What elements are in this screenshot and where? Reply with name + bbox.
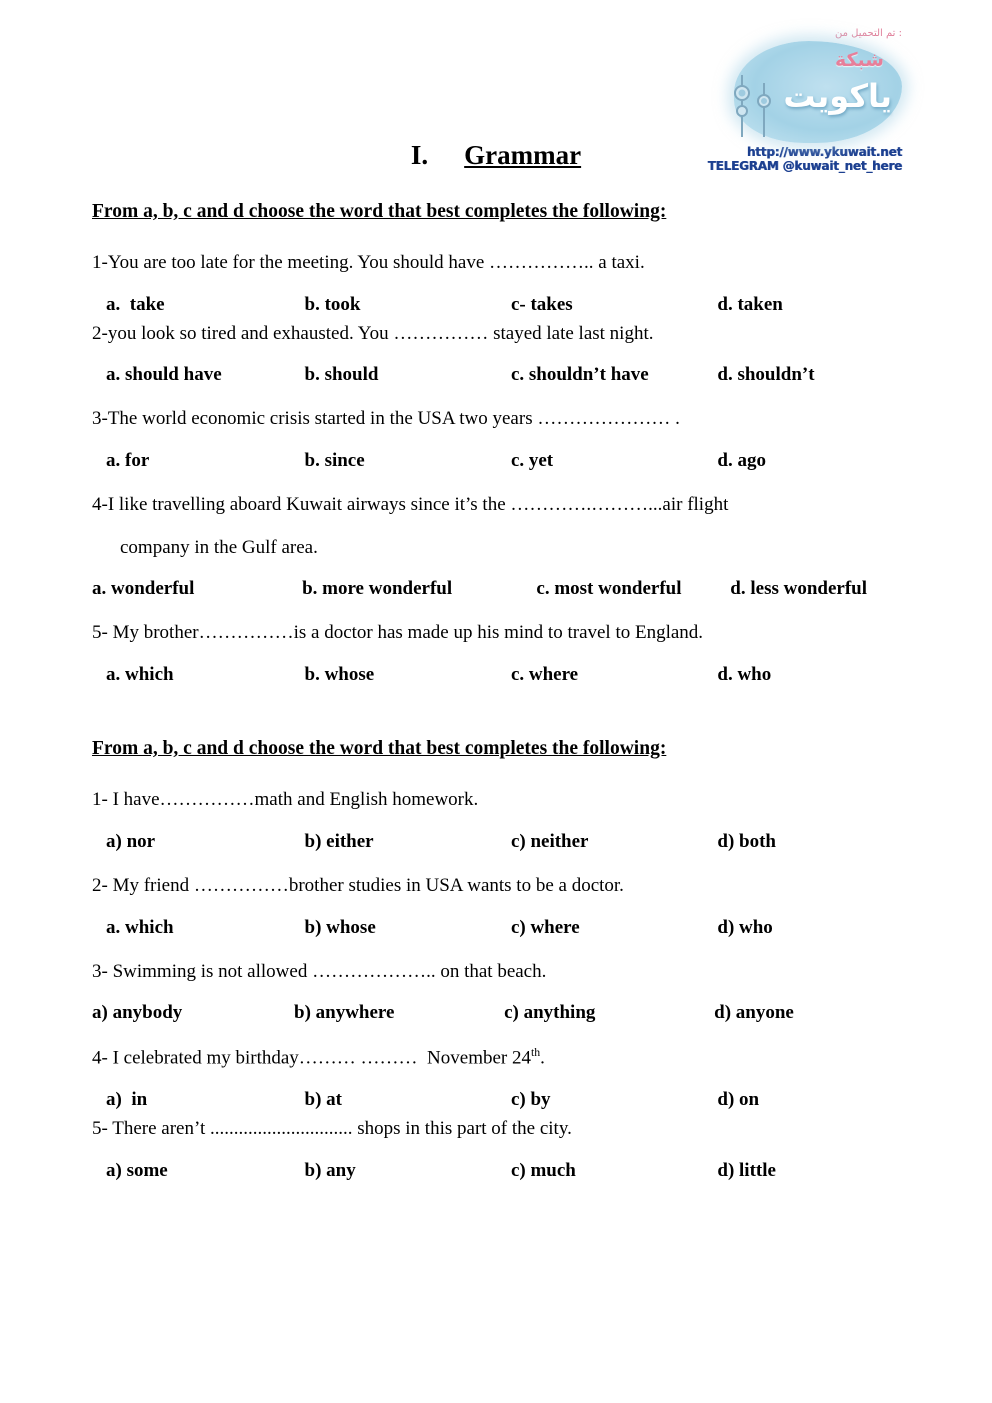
question-s2-q2 — [92, 874, 900, 939]
option-c: c) much — [510, 1159, 576, 1181]
option-c: c) by — [510, 1089, 551, 1111]
kuwait-towers-icon — [728, 67, 780, 141]
question-text: 5- There aren’t .............................. shops in this part of the city. — [92, 1118, 572, 1140]
option-c: c- takes — [510, 293, 573, 315]
option-b: b) any — [304, 1159, 356, 1181]
option-d: d. taken — [717, 293, 783, 315]
question-s1-q4 — [92, 493, 900, 600]
option-b: b. more wonderful — [302, 578, 453, 600]
question-s1-q1 — [92, 251, 900, 316]
option-a: a. take — [106, 293, 165, 315]
option-d: d) who — [717, 916, 773, 938]
option-a: a) some — [106, 1159, 168, 1181]
question-s2-q4 — [92, 1045, 900, 1111]
options-row — [92, 364, 900, 386]
logo-arabic-main-text: ياكويت — [783, 77, 892, 115]
option-d: d) both — [717, 830, 776, 852]
question-s2-q5 — [92, 1117, 900, 1182]
options-row — [92, 294, 900, 316]
option-d: d. ago — [717, 450, 766, 472]
ordinal-suffix: th — [531, 1046, 541, 1060]
option-c: c. where — [510, 664, 579, 686]
question-text: 3-The world economic crisis started in the USA two years ………………… . — [92, 408, 680, 430]
option-c: c. shouldn’t have — [510, 364, 649, 386]
option-b: b) anywhere — [294, 1002, 395, 1024]
options-row — [92, 578, 900, 600]
title-word: Grammar — [464, 140, 582, 170]
question-text: 2- My friend ……………brother studies in USA wants to be a doctor. — [92, 874, 624, 896]
option-c: c. most wonderful — [536, 578, 682, 600]
option-d: d) little — [717, 1159, 776, 1181]
question-s2-q1 — [92, 788, 900, 853]
grammar-section-2 — [92, 738, 900, 1182]
option-a: a. which — [106, 664, 174, 686]
grammar-section-1 — [92, 201, 900, 686]
question-text-before-sup: 4- I celebrated my birthday……… ……… November 24 — [92, 1047, 531, 1069]
option-d: d. who — [717, 664, 772, 686]
option-a: a. which — [106, 916, 174, 938]
question-text-continued: company in the Gulf area. — [120, 536, 318, 558]
downloaded-from-note: تم التحميل من : — [835, 28, 902, 39]
question-text: 3- Swimming is not allowed ……………….. on that beach. — [92, 960, 547, 982]
option-a: a) nor — [106, 830, 156, 852]
option-a: a. for — [106, 450, 150, 472]
logo-arabic-top-text: شبكة — [834, 49, 884, 71]
option-d: d) anyone — [714, 1002, 794, 1024]
option-b: b. whose — [304, 664, 375, 686]
question-s1-q2 — [92, 322, 900, 387]
option-c: c) anything — [504, 1002, 596, 1024]
question-text — [92, 1045, 900, 1071]
question-text: 5- My brother……………is a doctor has made up his mind to travel to England. — [92, 622, 704, 644]
options-row — [92, 1002, 900, 1024]
option-d: d. less wonderful — [730, 578, 868, 600]
question-s1-q3 — [92, 407, 900, 472]
section-1-heading: From a, b, c and d choose the word that best completes the following: — [92, 201, 667, 222]
question-s2-q3 — [92, 960, 900, 1025]
question-text: 2-you look so tired and exhausted. You …………… stayed late last night. — [92, 322, 654, 344]
option-a: a) anybody — [92, 1002, 183, 1024]
option-a: a. wonderful — [92, 578, 195, 600]
options-row — [92, 831, 900, 853]
option-d: d. shouldn’t — [717, 364, 815, 386]
question-text-after-sup: . — [540, 1047, 545, 1069]
option-b: b) whose — [304, 916, 376, 938]
section-2-heading: From a, b, c and d choose the word that best completes the following: — [92, 738, 667, 760]
option-c: c) where — [510, 916, 580, 938]
options-row — [92, 664, 900, 686]
option-c: c) neither — [510, 830, 589, 852]
options-row — [92, 450, 900, 472]
question-s1-q5 — [92, 621, 900, 686]
logo-telegram-text: TELEGRAM @kuwait_net_here — [707, 159, 902, 173]
ykuwait-logo — [687, 28, 902, 173]
question-text: 1-You are too late for the meeting. You should have …………….. a taxi. — [92, 252, 645, 273]
options-row — [92, 1160, 900, 1182]
question-text: 4-I like travelling aboard Kuwait airways since it’s the ………….………...air flight — [92, 494, 729, 516]
options-row — [92, 917, 900, 939]
option-b: b. since — [304, 450, 365, 472]
option-a: a. should have — [106, 364, 222, 386]
title-numeral: I. — [410, 140, 429, 170]
option-d: d) on — [717, 1089, 760, 1111]
option-b: b. should — [304, 364, 379, 386]
option-c: c. yet — [510, 450, 554, 472]
option-b: b) at — [304, 1089, 342, 1111]
question-text: 1- I have……………math and English homework. — [92, 789, 479, 811]
logo-watercolor-blob — [734, 41, 902, 143]
option-a: a) in — [106, 1089, 148, 1111]
option-b: b) either — [304, 830, 374, 852]
logo-url-text: http://www.ykuwait.net — [746, 145, 902, 159]
options-row — [92, 1089, 900, 1111]
option-b: b. took — [304, 293, 361, 315]
